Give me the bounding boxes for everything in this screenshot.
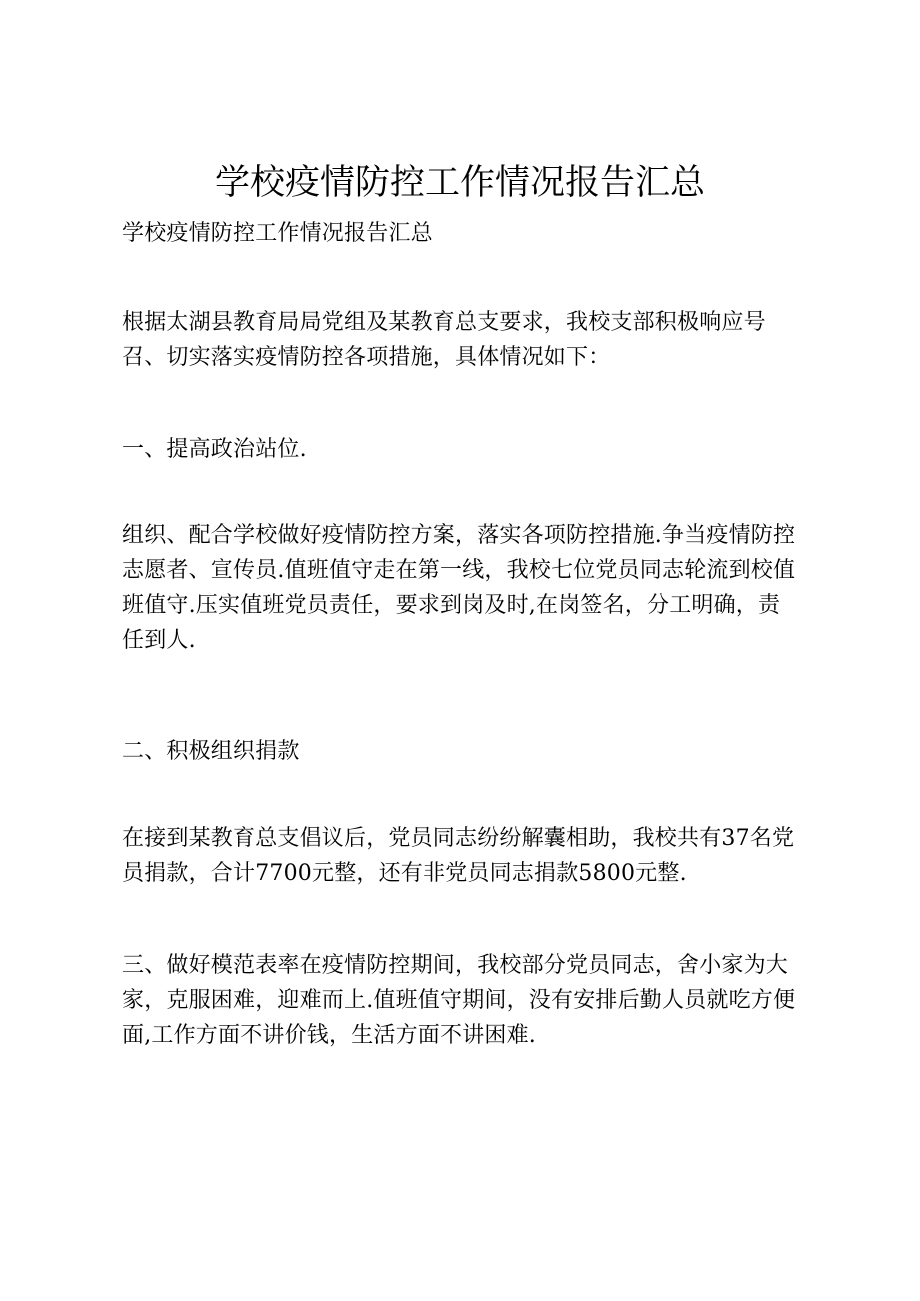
section-two-paragraph: 在接到某教育总支倡议后，党员同志纷纷解囊相助，我校共有37名党员捐款，合计7700元整，还有非党员同志捐款5800元整.	[122, 826, 795, 886]
document-subtitle: 学校疫情防控工作情况报告汇总	[122, 221, 433, 246]
document-title: 学校疫情防控工作情况报告汇总	[214, 163, 705, 203]
section-two-heading: 二、积极组织捐款	[122, 739, 300, 764]
section-three-paragraph: 三、做好模范表率在疫情防控期间，我校部分党员同志，舍小家为大家，克服困难，迎难而上.值班值守期间，没有安排后勤人员就吃方便面,工作方面不讲价钱，生活方面不讲困难.	[122, 953, 796, 1048]
section-one-paragraph: 组织、配合学校做好疫情防控方案，落实各项防控措施.争当疫情防控志愿者、宣传员.值班值守走在第一线，我校七位党员同志轮流到校值班值守.压实值班党员责任，要求到岗及时,在岗签名，分工明确，责任到人.	[122, 523, 796, 653]
intro-paragraph: 根据太湖县教育局局党组及某教育总支要求，我校支部积极响应号召、切实落实疫情防控各项措施，具体情况如下：	[122, 310, 766, 370]
section-one-heading: 一、提高政治站位.	[122, 437, 307, 462]
